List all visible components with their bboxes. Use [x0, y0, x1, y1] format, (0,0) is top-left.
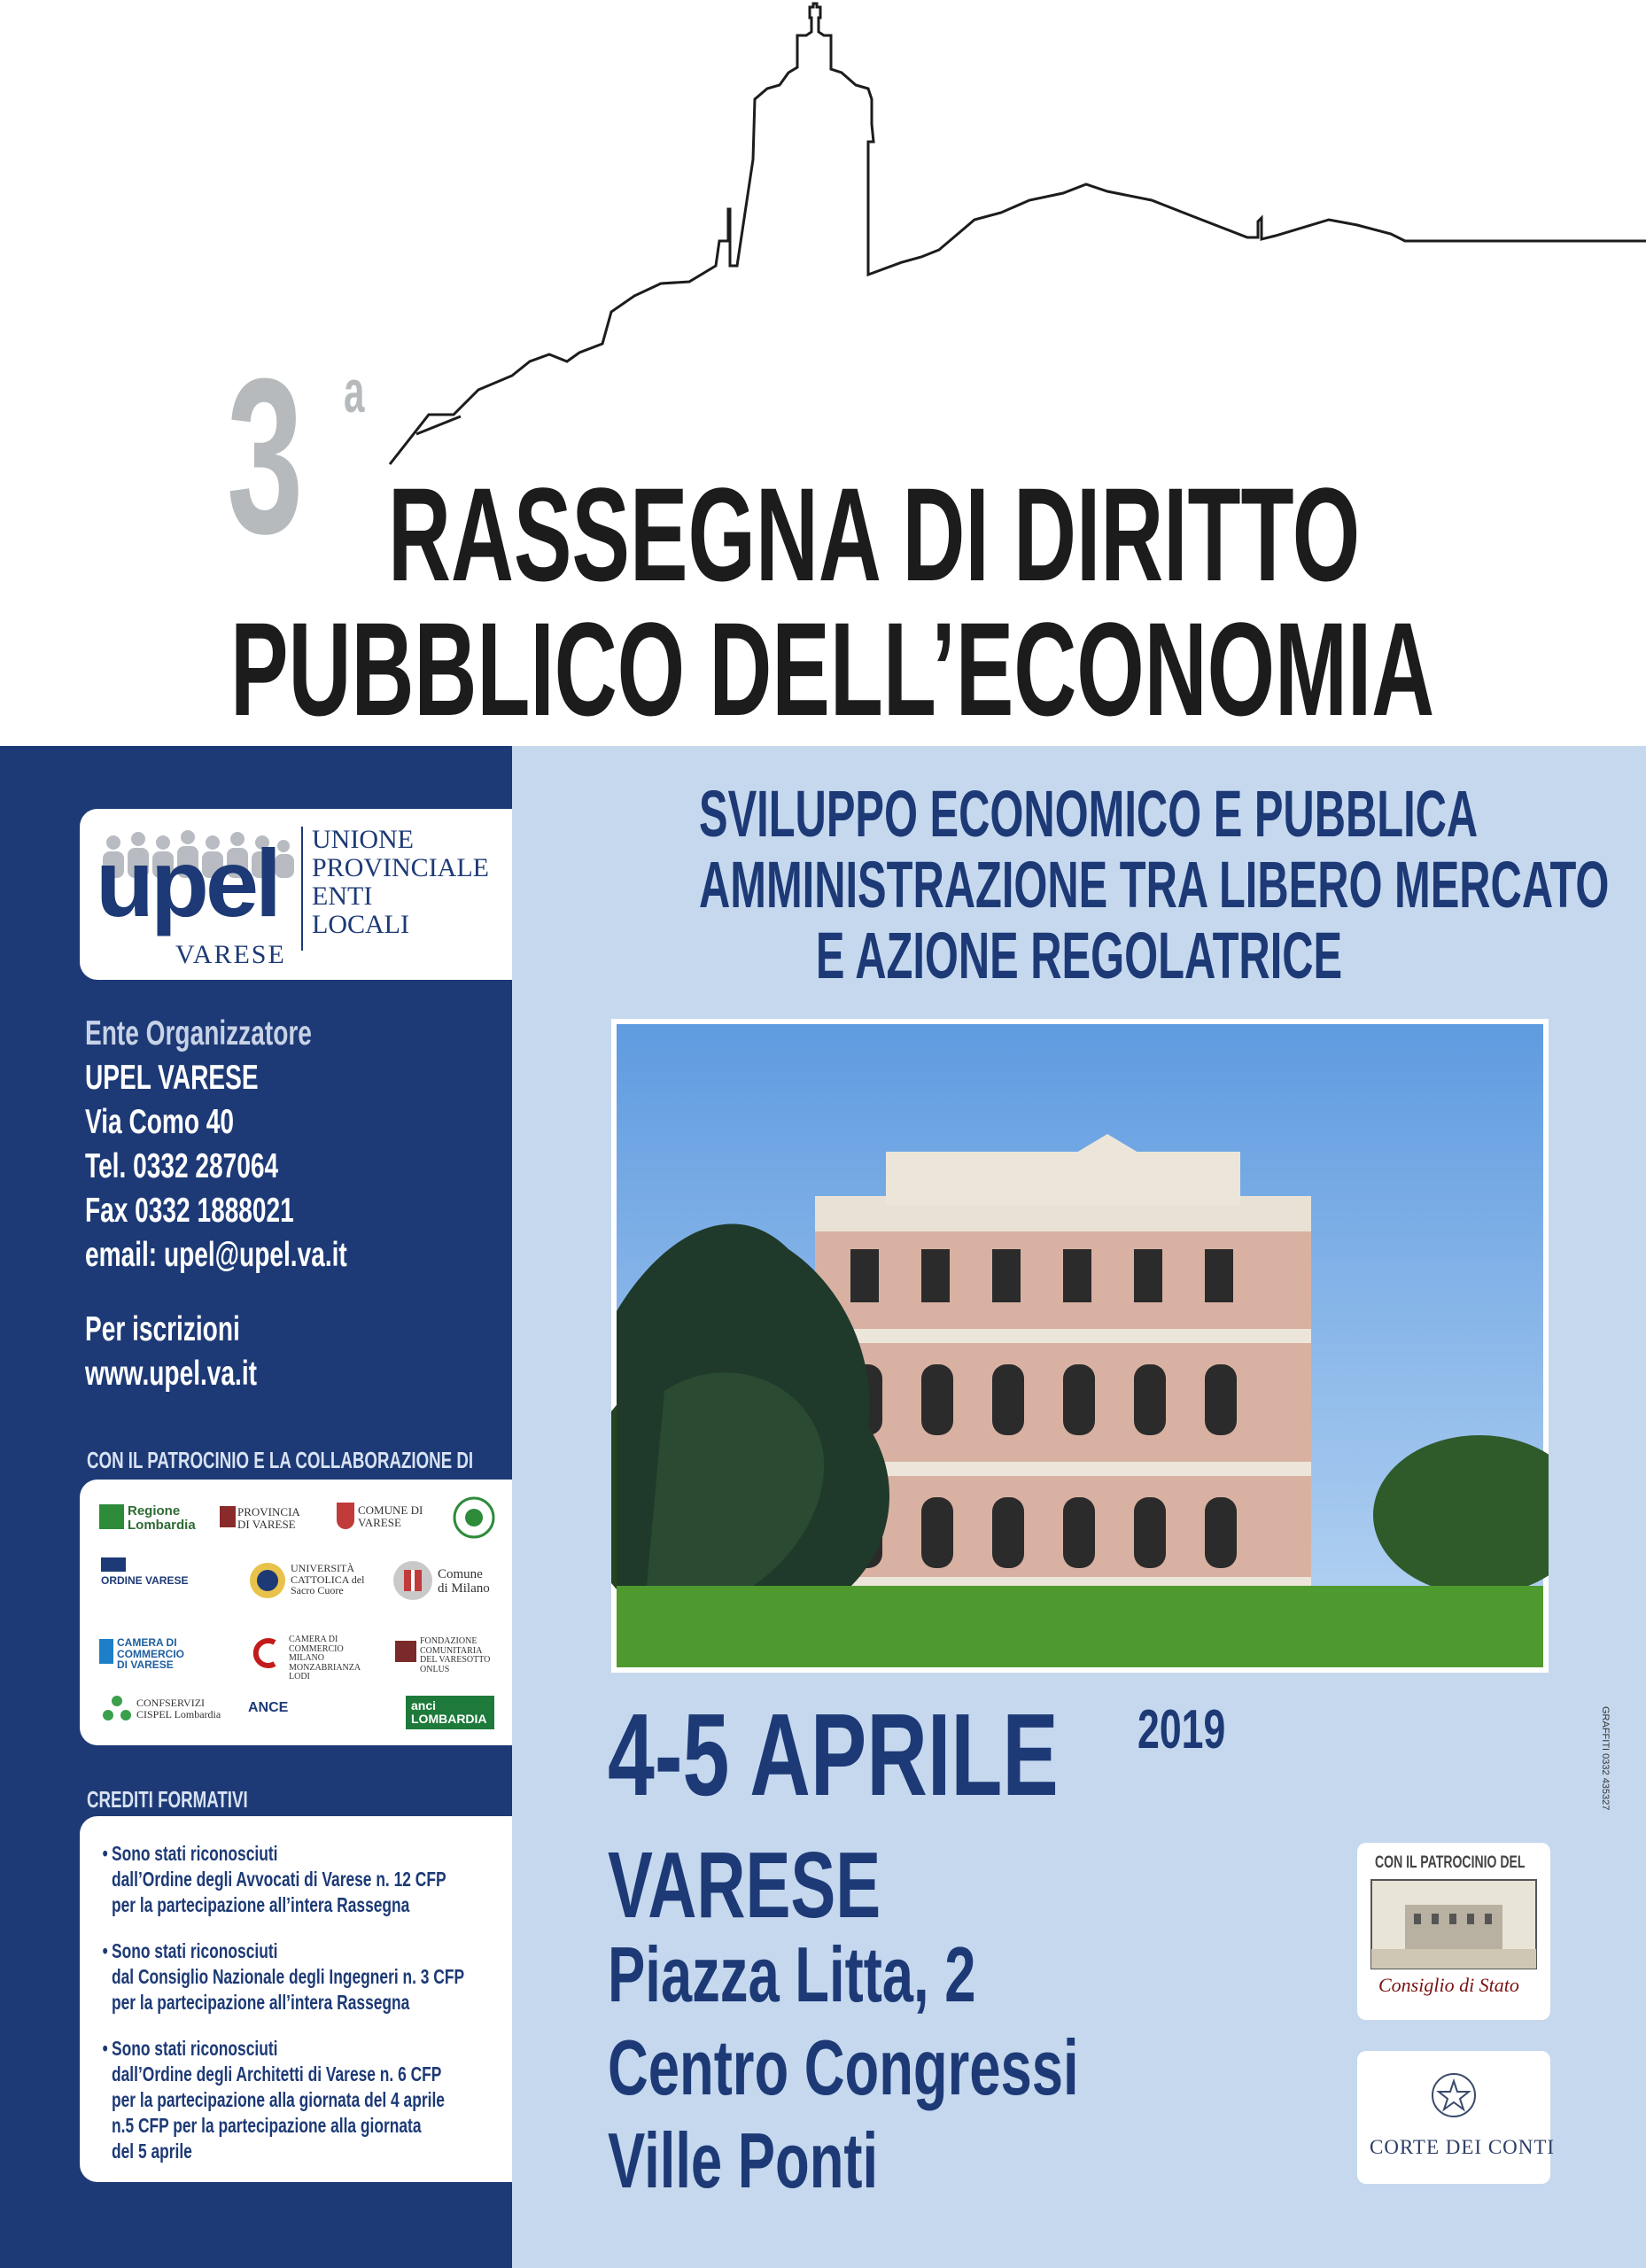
credits-card [80, 1816, 512, 2182]
bullet-icon: • [102, 1842, 108, 1865]
credit-line: Sono stati riconosciuti [112, 1842, 278, 1865]
subtitle-line-1: SVILUPPO ECONOMICO E PUBBLICA [699, 777, 1479, 850]
ordine-icon [101, 1557, 126, 1572]
organizer-email[interactable]: email: upel@upel.va.it [85, 1236, 347, 1274]
ecological-seal-icon [452, 1495, 496, 1540]
organizer-phone: Tel. 0332 287064 [85, 1147, 279, 1185]
credit-line: dal Consiglio Nazionale degli Ingegneri n. 3 CFP [112, 1965, 465, 1988]
venue-centre: Centro Congressi [608, 2023, 1079, 2111]
organizer-fax: Fax 0332 1888021 [85, 1192, 294, 1230]
logo-divider [301, 827, 303, 951]
sponsor-ordine-varese: ORDINE VARESE [101, 1574, 189, 1587]
fondazione-icon [395, 1641, 416, 1662]
subtitle-line-2: AMMINISTRAZIONE TRA LIBERO MERCATO [699, 848, 1610, 921]
patronage-heading: CON IL PATROCINIO E LA COLLABORAZIONE DI [87, 1447, 474, 1473]
logo-line-provinciale: PROVINCIALE [312, 853, 489, 882]
logo-line-unione: UNIONE [312, 825, 414, 854]
credit-line: del 5 aprile [112, 2140, 192, 2163]
sponsor-comune-varese: COMUNE DI VARESE [358, 1503, 423, 1529]
event-city: VARESE [608, 1833, 881, 1938]
bullet-icon: • [102, 2037, 108, 2060]
camera-milano-icon [248, 1635, 283, 1671]
credit-item-architetti [102, 2036, 445, 2164]
credit-line: Sono stati riconosciuti [112, 2037, 278, 2060]
credits-heading: CREDITI FORMATIVI [87, 1786, 248, 1813]
sponsor-ance: ANCE [248, 1700, 289, 1715]
subtitle-line-3: E AZIONE REGOLATRICE [815, 919, 1343, 992]
sponsor-provincia-varese: PROVINCIA DI VARESE [237, 1505, 300, 1531]
consiglio-name: Consiglio di Stato [1378, 1974, 1519, 1996]
regione-lombardia-icon [99, 1504, 124, 1529]
credit-item-ingegneri [102, 1938, 465, 2016]
palazzo-engraving-icon [1370, 1878, 1538, 1970]
organizer-name: UPEL VARESE [85, 1059, 259, 1097]
event-dates: 4-5 APRILE [608, 1689, 1059, 1820]
italian-emblem-icon [1430, 2069, 1478, 2122]
universita-cattolica-seal-icon [248, 1561, 287, 1600]
bullet-icon: • [102, 1939, 108, 1962]
credit-item-avvocati [102, 1841, 446, 1918]
upel-wordmark: upel [96, 829, 279, 936]
sponsor-regione-lombardia: Regione Lombardia [128, 1503, 196, 1533]
credit-line: per la partecipazione all’intera Rassegna [112, 1991, 410, 2014]
credit-line: dall’Ordine degli Architetti di Varese n. 6 CFP [112, 2062, 442, 2085]
consiglio-heading: CON IL PATROCINIO DEL [1375, 1853, 1526, 1872]
confservizi-icon [101, 1694, 133, 1726]
sponsor-camera-milano: CAMERA DI COMMERCIO MILANO MONZABRIANZA LODI [289, 1635, 361, 1682]
print-credit: GRAFFITI 0332 435327 [1600, 1706, 1611, 1811]
organizer-role-label: Ente Organizzatore [85, 1014, 312, 1052]
venue-villa: Ville Ponti [608, 2117, 879, 2204]
comune-milano-crest-icon [392, 1559, 434, 1602]
sponsor-comune-milano: Comune di Milano [438, 1567, 490, 1596]
consiglio-di-stato-badge [1357, 1843, 1550, 2020]
corte-dei-conti-badge [1357, 2051, 1556, 2184]
sponsor-camera-varese: CAMERA DI COMMERCIO DI VARESE [117, 1636, 184, 1672]
credit-line: dall’Ordine degli Avvocati di Varese n. 12 CFP [112, 1868, 446, 1891]
event-title-line-1: RASSEGNA DI DIRITTO [388, 460, 1361, 609]
sponsor-logos-card [80, 1480, 512, 1745]
camera-varese-icon [99, 1639, 113, 1664]
event-title-line-2: PUBBLICO DELL’ECONOMIA [230, 594, 1435, 743]
registration-label: Per iscrizioni [85, 1310, 240, 1348]
event-year: 2019 [1137, 1699, 1226, 1760]
logo-line-locali: LOCALI [312, 910, 409, 939]
upel-logo-card [80, 809, 512, 980]
registration-website[interactable]: www.upel.va.it [85, 1355, 258, 1393]
credit-line: Sono stati riconosciuti [112, 1939, 278, 1962]
edition-number: 3 [227, 332, 304, 579]
logo-line-enti: ENTI [312, 882, 373, 911]
credit-line: n.5 CFP per la partecipazione alla giornata [112, 2114, 422, 2137]
sponsor-anci-lombardia: anci LOMBARDIA [411, 1698, 487, 1726]
villa-ponti-photo [611, 1019, 1549, 1673]
credit-line: per la partecipazione all’intera Rassegna [112, 1893, 410, 1916]
edition-ordinal-suffix: a [344, 358, 365, 425]
sponsor-universita-cattolica: UNIVERSITÀ CATTOLICA del Sacro Cuore [291, 1562, 365, 1597]
upel-varese-label: VARESE [175, 940, 286, 969]
sponsor-confservizi: CONFSERVIZI CISPEL Lombardia [136, 1697, 221, 1720]
credit-line: per la partecipazione alla giornata del 4 aprile [112, 2088, 445, 2111]
organizer-address: Via Como 40 [85, 1103, 235, 1141]
sponsor-fondazione-varesotto: FONDAZIONE COMUNITARIA DEL VARESOTTO ONLUS [420, 1636, 491, 1674]
venue-address: Piazza Litta, 2 [608, 1930, 976, 2018]
corte-name: CORTE DEI CONTI [1370, 2136, 1556, 2158]
comune-varese-crest-icon [337, 1503, 354, 1529]
villa-illustration [611, 1019, 1549, 1673]
provincia-crest-icon [220, 1506, 236, 1527]
